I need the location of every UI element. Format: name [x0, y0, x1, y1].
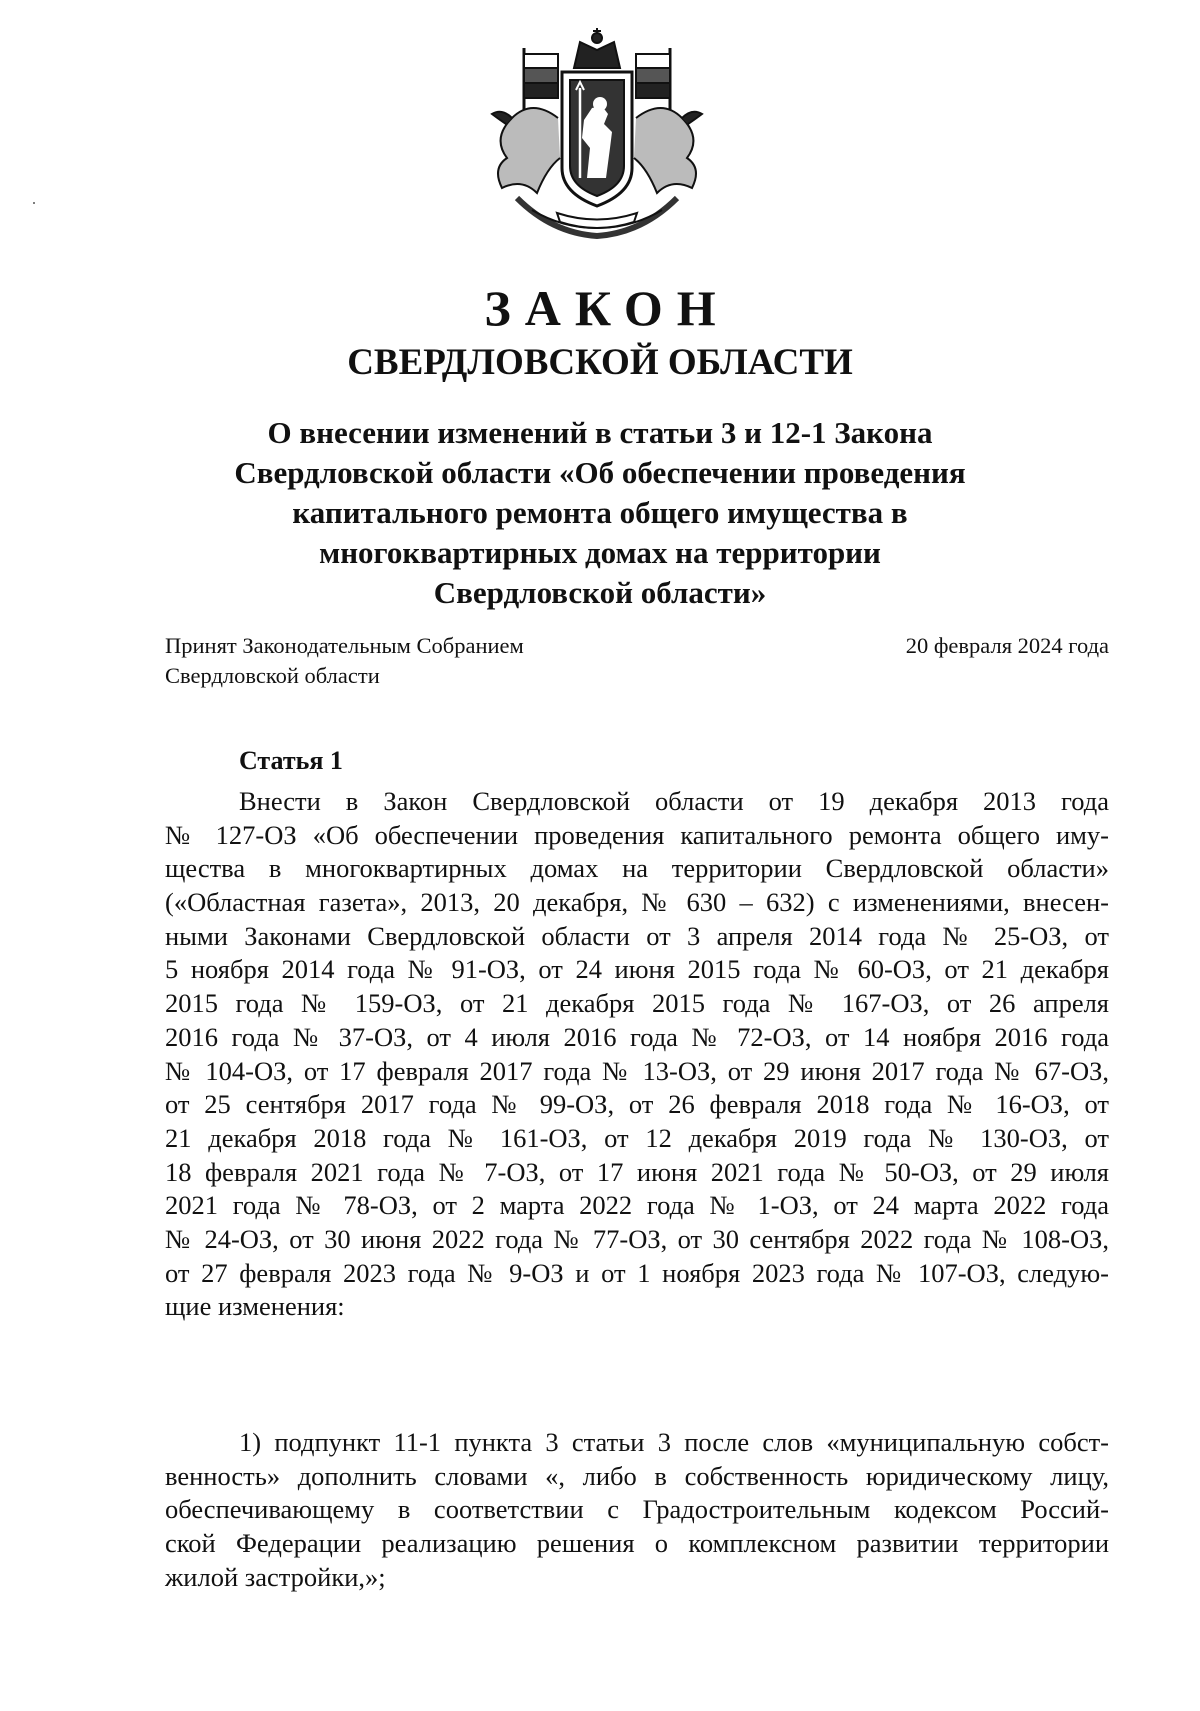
- adoption-line: Принят Законодательным Собранием: [165, 633, 524, 658]
- article-paragraph-1: [165, 785, 1109, 1324]
- text-line: 1) подпункт 11-1 пункта 3 статьи 3 после слов «муниципальную собст-: [239, 1427, 1109, 1457]
- subject-line: Свердловской области»: [433, 575, 767, 610]
- text-line: ской Федерации реализацию решения о комплексном развитии территории: [165, 1528, 1109, 1559]
- text-line: щие изменения:: [165, 1291, 345, 1322]
- subject-line: Свердловской области «Об обеспечении проведения: [234, 455, 966, 490]
- text-line: 2021 года № 78-ОЗ, от 2 марта 2022 года № 1-ОЗ, от 24 марта 2022 года: [165, 1190, 1109, 1221]
- law-subject: [200, 413, 1000, 613]
- text-line: 2015 года № 159-ОЗ, от 21 декабря 2015 года № 167-ОЗ, от 26 апреля: [165, 988, 1109, 1019]
- subject-line: капитального ремонта общего имущества в: [292, 495, 908, 530]
- subject-line: О внесении изменений в статьи 3 и 12-1 Закона: [267, 415, 933, 450]
- text-line: («Областная газета», 2013, 20 декабря, № 630 – 632) с изменениями, внесен-: [165, 887, 1109, 918]
- text-line: венность» дополнить словами «, либо в собственность юридическому лицу,: [165, 1460, 1109, 1491]
- text-line: жилой застройки,»;: [165, 1561, 386, 1592]
- subject-line: многоквартирных домах на территории: [319, 535, 881, 570]
- adoption-line: Свердловской области: [165, 663, 380, 688]
- region-title: СВЕРДЛОВСКОЙ ОБЛАСТИ: [347, 342, 853, 383]
- law-title: ЗАКОН: [484, 280, 730, 336]
- article-heading: Статья 1: [239, 746, 343, 775]
- text-line: № 24-ОЗ, от 30 июня 2022 года № 77-ОЗ, от 30 сентября 2022 года № 108-ОЗ,: [165, 1223, 1109, 1254]
- article-paragraph-2: [165, 1426, 1109, 1594]
- text-line: от 27 февраля 2023 года № 9-ОЗ и от 1 ноября 2023 года № 107-ОЗ, следую-: [165, 1257, 1109, 1288]
- text-line: 2016 года № 37-ОЗ, от 4 июля 2016 года № 72-ОЗ, от 14 ноября 2016 года: [165, 1021, 1109, 1052]
- text-line: № 104-ОЗ, от 17 февраля 2017 года № 13-ОЗ, от 29 июня 2017 года № 67-ОЗ,: [165, 1055, 1109, 1086]
- text-line: Внести в Закон Свердловской области от 19 декабря 2013 года: [239, 786, 1109, 816]
- adoption-date: 20 февраля 2024 года: [905, 633, 1109, 658]
- text-line: 18 февраля 2021 года № 7-ОЗ, от 17 июня 2021 года № 50-ОЗ, от 29 июля: [165, 1156, 1109, 1187]
- text-line: № 127-ОЗ «Об обеспечении проведения капитального ремонта общего иму-: [165, 819, 1109, 850]
- scan-speck: [33, 202, 35, 204]
- text-line: от 25 сентября 2017 года № 99-ОЗ, от 26 февраля 2018 года № 16-ОЗ, от: [165, 1089, 1109, 1120]
- text-line: 5 ноября 2014 года № 91-ОЗ, от 24 июня 2015 года № 60-ОЗ, от 21 декабря: [165, 954, 1109, 985]
- text-line: ными Законами Свердловской области от 3 апреля 2014 года № 25-ОЗ, от: [165, 920, 1109, 951]
- coat-of-arms-icon: [462, 28, 732, 246]
- adoption-body: [165, 631, 524, 691]
- text-line: 21 декабря 2018 года № 161-ОЗ, от 12 декабря 2019 года № 130-ОЗ, от: [165, 1122, 1109, 1153]
- text-line: обеспечивающему в соответствии с Градостроительным кодексом Россий-: [165, 1494, 1109, 1525]
- text-line: щества в многоквартирных домах на территории Свердловской области»: [165, 853, 1109, 884]
